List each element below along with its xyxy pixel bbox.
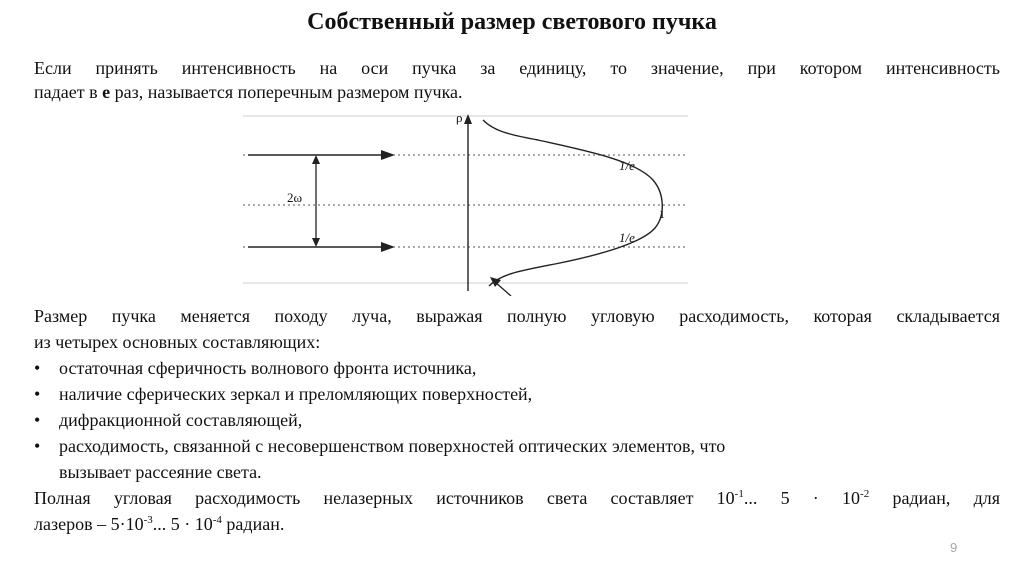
list-item [34, 355, 1000, 381]
divergence-text: ... 5 · 10 [743, 488, 861, 508]
bullet-icon: • [34, 358, 41, 378]
e-symbol: e [102, 82, 111, 102]
exponent: -2 [860, 488, 870, 500]
upper-ray-arrowhead [381, 150, 395, 160]
list-item-text: дифракционной составляющей, [59, 410, 303, 430]
intro-line-2-start: падает в [34, 82, 103, 102]
upper-level-label: 1/e [619, 158, 635, 173]
exponent: -3 [143, 514, 153, 526]
divergence-line-2 [34, 511, 1000, 537]
divergence-line-1 [34, 485, 1000, 511]
intro-line-2 [34, 80, 1000, 104]
width-arrow-down [312, 238, 320, 247]
body-line-2: из четырех основных составляющих: [34, 332, 321, 352]
divergence-text: лазеров – 5·10 [34, 514, 144, 534]
list-item-continuation: вызывает рассеяние света. [59, 462, 262, 482]
width-label: 2ω [287, 190, 303, 205]
exponent: -1 [734, 488, 744, 500]
list-item [34, 407, 1000, 433]
body-line-1: Размер пучка меняется походу луча, выражая полную угловую расходимость, которая складывается [34, 306, 1000, 326]
beam-profile-figure [243, 106, 688, 296]
width-arrow-up [312, 155, 320, 164]
components-list [34, 355, 1000, 485]
intro-line-2-end: раз, называется поперечным размером пучка. [110, 82, 463, 102]
peak-label: 1 [659, 207, 665, 221]
list-item [34, 381, 1000, 407]
list-item-text: расходимость, связанной с несовершенством поверхностей оптических элементов, что [59, 436, 726, 456]
body-paragraph [34, 303, 1000, 537]
list-item [34, 433, 1000, 485]
lower-ray-arrowhead [381, 242, 395, 252]
lower-level-label: 1/e [619, 230, 635, 245]
slide-title: Собственный размер светового пучка [307, 9, 717, 35]
intro-line-1: Если принять интенсивность на оси пучка за единицу, то значение, при котором интенсивность [34, 58, 1000, 78]
bullet-icon: • [34, 436, 41, 456]
divergence-text: радиан. [221, 514, 285, 534]
divergence-text: Полная угловая расходимость нелазерных источников света составляет 10 [34, 488, 735, 508]
intro-paragraph [34, 56, 1000, 104]
list-item-text: остаточная сферичность волнового фронта источника, [59, 358, 477, 378]
bullet-icon: • [34, 410, 41, 430]
bullet-icon: • [34, 384, 41, 404]
list-item-text: наличие сферических зеркал и преломляющих поверхностей, [59, 384, 533, 404]
divergence-text: ... 5 · 10 [152, 514, 213, 534]
exponent: -4 [212, 514, 222, 526]
rho-label: ρ [456, 110, 463, 125]
gaussian-profile-curve [483, 120, 662, 286]
page-number: 9 [950, 540, 958, 555]
divergence-text: радиан, для [869, 488, 1001, 508]
